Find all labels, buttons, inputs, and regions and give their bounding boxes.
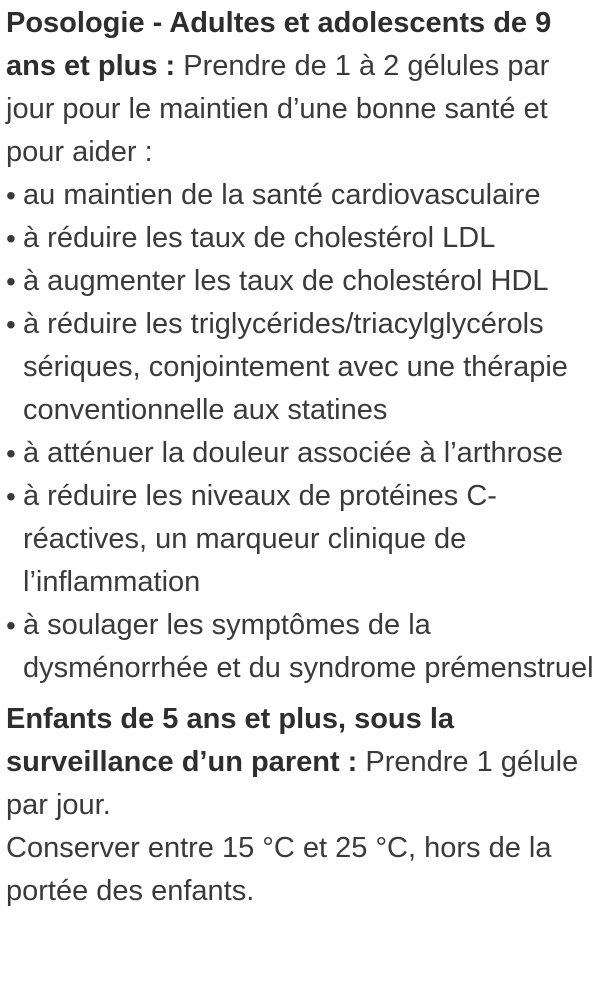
benefits-list [6, 174, 595, 690]
list-item [6, 303, 595, 432]
children-heading: Enfants de 5 ans et plus, sous la surveillance d’un parent : [6, 703, 455, 778]
list-item-text: à réduire les niveaux de protéines C-réactives, un marqueur clinique de l’inflammation [23, 480, 497, 598]
children-text: Prendre 1 gélule par jour. [6, 746, 579, 821]
list-item-text: à réduire les taux de cholestérol LDL [23, 222, 496, 254]
list-item [6, 174, 595, 217]
posology-heading: Posologie - Adultes et adolescents de 9 ans et plus : [6, 7, 552, 82]
bullet-icon: • [6, 481, 16, 512]
dosage-label [6, 2, 595, 913]
bullet-icon: • [6, 180, 16, 211]
list-item [6, 432, 595, 475]
posology-paragraph [6, 2, 595, 174]
storage-paragraph: Conserver entre 15 °C et 25 °C, hors de la portée des enfants. [6, 832, 552, 907]
posology-intro: Prendre de 1 à 2 gélules par jour pour le maintien d’une bonne santé et pour aider : [6, 50, 550, 168]
list-item [6, 217, 595, 260]
bullet-icon: • [6, 309, 16, 340]
children-paragraph [6, 698, 595, 827]
list-item-text: à atténuer la douleur associée à l’arthrose [23, 437, 564, 469]
bullet-icon: • [6, 266, 16, 297]
list-item [6, 475, 595, 604]
bullet-icon: • [6, 223, 16, 254]
list-item [6, 260, 595, 303]
list-item-text: à augmenter les taux de cholestérol HDL [23, 265, 549, 297]
list-item-text: au maintien de la santé cardiovasculaire [23, 179, 541, 211]
bullet-icon: • [6, 610, 16, 641]
list-item-text: à soulager les symptômes de la dysménorrhée et du syndrome prémenstruel [23, 609, 594, 684]
list-item [6, 604, 595, 690]
list-item-text: à réduire les triglycérides/triacylglycérols sériques, conjointement avec une thérapie conventionnelle aux statines [23, 308, 568, 426]
bullet-icon: • [6, 438, 16, 469]
